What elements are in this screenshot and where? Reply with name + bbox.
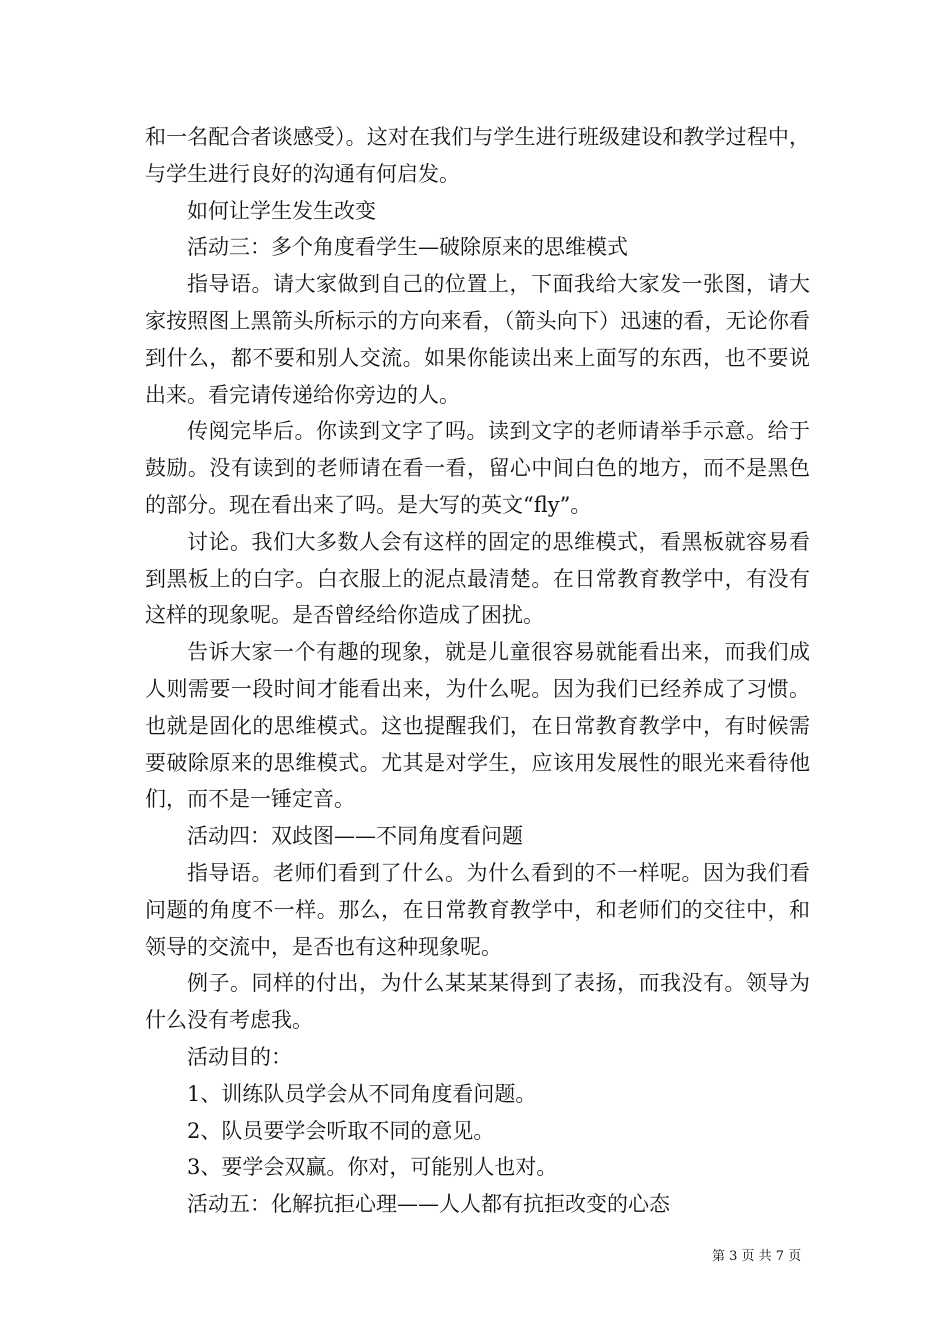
- paragraph-5: 传阅完毕后。你读到文字了吗。读到文字的老师请举手示意。给于鼓励。没有读到的老师请在看一看，留心中间白色的地方，而不是黑色的部分。现在看出来了吗。是大写的英文“fly”。: [145, 419, 810, 517]
- document-body: [145, 119, 810, 1223]
- paragraph-11: 活动目的：: [187, 1044, 292, 1069]
- paragraph-14: 3、要学会双赢。你对，可能别人也对。: [187, 1155, 558, 1180]
- paragraph-6: 讨论。我们大多数人会有这样的固定的思维模式，看黑板就容易看到黑板上的白字。白衣服上的泥点最清楚。在日常教育教学中，有没有这样的现象呢。是否曾经给你造成了困扰。: [145, 529, 810, 628]
- paragraph-15: 活动五：化解抗拒心理——人人都有抗拒改变的心态: [187, 1192, 670, 1217]
- paragraph-13: 2、队员要学会听取不同的意见。: [187, 1118, 495, 1143]
- paragraph-9: 指导语。老师们看到了什么。为什么看到的不一样呢。因为我们看问题的角度不一样。那么，在日常教育教学中，和老师们的交往中，和领导的交流中，是否也有这种现象呢。: [145, 860, 810, 959]
- paragraph-1: 和一名配合者谈感受）。这对在我们与学生进行班级建设和教学过程中，与学生进行良好的沟通有何启发。: [145, 125, 810, 186]
- page-number: 第 3 页 共 7 页: [712, 1249, 802, 1264]
- paragraph-12: 1、训练队员学会从不同角度看问题。: [187, 1081, 537, 1106]
- paragraph-7: 告诉大家一个有趣的现象，就是儿童很容易就能看出来，而我们成人则需要一段时间才能看出来，为什么呢。因为我们已经养成了习惯。也就是固化的思维模式。这也提醒我们，在日常教育教学中，有时候需要破除原来的思维模式。尤其是对学生，应该用发展性的眼光来看待他们，而不是一锤定音。: [145, 640, 810, 812]
- paragraph-10: 例子。同样的付出，为什么某某某得到了表扬，而我没有。领导为什么没有考虑我。: [145, 971, 810, 1033]
- paragraph-4: 指导语。请大家做到自己的位置上，下面我给大家发一张图，请大家按照图上黑箭头所标示的方向来看，（箭头向下）迅速的看，无论你看到什么，都不要和别人交流。如果你能读出来上面写的东西，也不要说出来。看完请传递给你旁边的人。: [145, 272, 810, 407]
- paragraph-2: 如何让学生发生改变: [187, 198, 376, 223]
- paragraph-3: 活动三：多个角度看学生—破除原来的思维模式: [187, 235, 628, 260]
- paragraph-8: 活动四：双歧图——不同角度看问题: [187, 824, 523, 849]
